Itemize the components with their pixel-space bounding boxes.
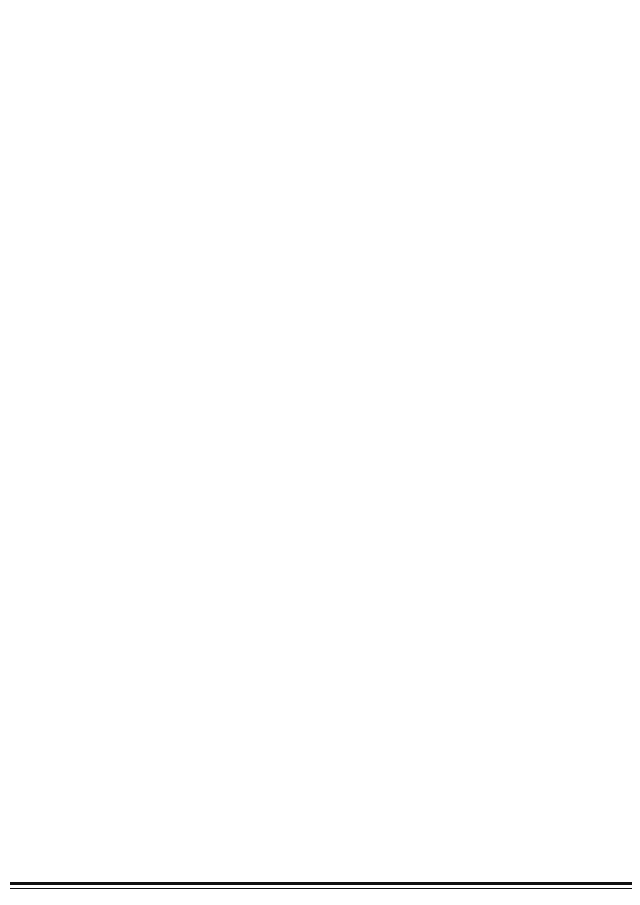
bottom-rule-thin: [10, 888, 632, 889]
stage-2014-heading: [309, 658, 597, 675]
stage-2014-fund: [309, 709, 597, 726]
bottom-rule-thick: [10, 882, 632, 885]
regional-words: [309, 386, 597, 403]
stage-2014-total-label: [309, 675, 597, 692]
total-line-1: [309, 335, 597, 352]
stage-2013-total-label: [309, 505, 597, 522]
total-line-2: [309, 352, 597, 369]
stage-2014-local-words: [309, 760, 597, 777]
regional-total: [309, 403, 597, 420]
stage-2014-regional-words: [309, 726, 597, 743]
stage-2013-heading: [309, 488, 597, 505]
stage-2014-total: [309, 692, 597, 709]
stage-2014-regional: [309, 743, 597, 760]
financing-details: [309, 335, 597, 794]
stage-2013-extra-words: [309, 624, 597, 641]
stage-2013-total: [309, 522, 597, 539]
stage-2013-fund: [309, 539, 597, 556]
stage-2013-regional: [309, 573, 597, 590]
local-words: [309, 420, 597, 437]
stage-2013-local-words: [309, 590, 597, 607]
stage-2013-local: [309, 607, 597, 624]
stage-2014-local: [309, 777, 597, 794]
fund-total: [309, 369, 597, 386]
stage-2013-extra: [309, 641, 597, 658]
extra-words: [309, 454, 597, 471]
extra-total: [309, 471, 597, 488]
stage-2013-regional-words: [309, 556, 597, 573]
local-total: [309, 437, 597, 454]
